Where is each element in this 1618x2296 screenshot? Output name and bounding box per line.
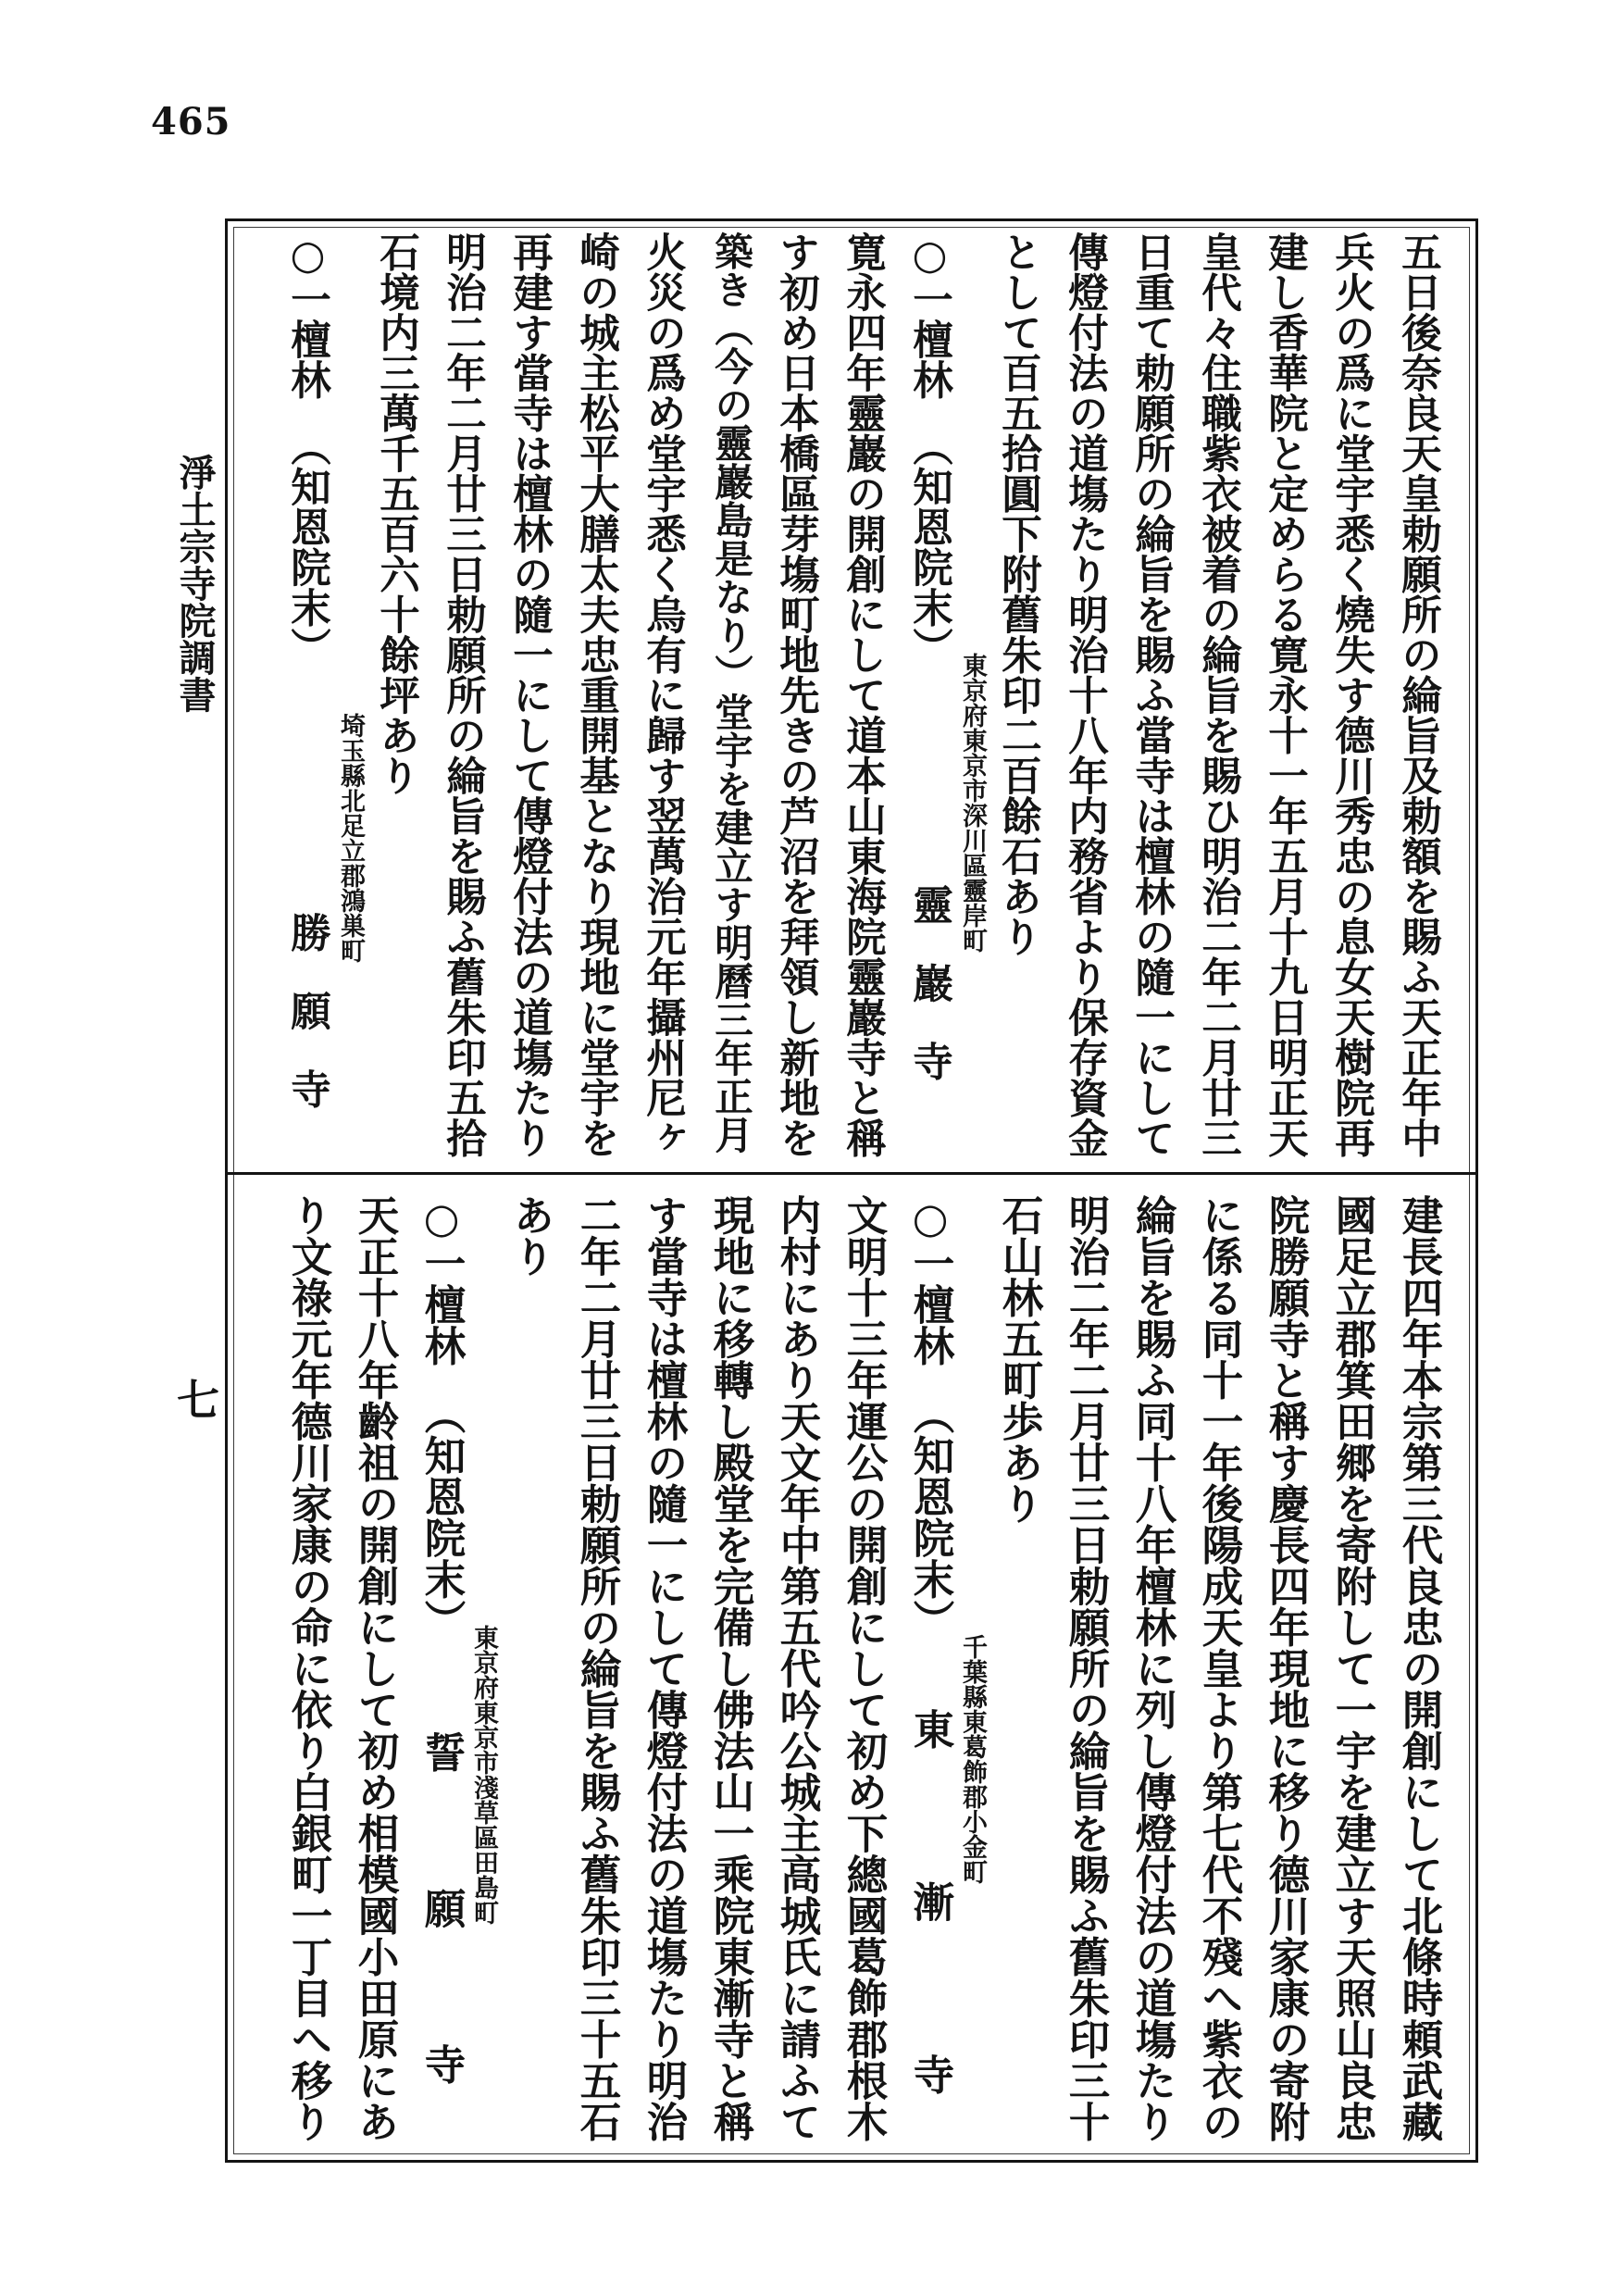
- lower-entry-2-temple-name: 誓願寺: [417, 1731, 466, 2200]
- upper-line-01: 五日後奈良天皇勅願所の綸旨及勅額を賜ふ天正年中: [1395, 231, 1442, 1158]
- upper-line-04: 皇代々住職紫衣被着の綸旨を賜ひ明治二年二月廿三: [1195, 231, 1242, 1158]
- upper-line-02: 兵火の爲に堂宇悉く燒失す德川秀忠の息女天樹院再: [1328, 231, 1375, 1158]
- upper-line-05: 日重て勅願所の綸旨を賜ふ當寺は檀林の隨一にして: [1128, 231, 1176, 1158]
- upper-entry-2-address: 埼玉縣北足立郡鴻巣町: [336, 713, 365, 963]
- lower-entry-2-address: 東京府東京市淺草區田島町: [469, 1625, 498, 1925]
- lower-line-06: 明治二年二月廿三日勅願所の綸旨を賜ふ舊朱印三十: [1062, 1194, 1110, 2142]
- lower-entry-2-rank: ○一檀林: [417, 1194, 466, 1366]
- upper-line-10: 築き（今の靈巖島是なり）堂宇を建立す明曆三年正月: [708, 231, 753, 1154]
- lower-entry-1-temple-name: 東漸寺: [906, 1708, 954, 2227]
- upper-line-14: 明治二年二月廿三日勅願所の綸旨を賜ふ舊朱印五拾: [440, 231, 487, 1158]
- upper-line-07: として百五拾圓下附舊朱印二百餘石あり: [995, 231, 1042, 956]
- lower-entry-1-rank: ○一檀林: [906, 1194, 954, 1366]
- upper-line-12: 崎の城主松平大膳太夫忠重開基となり現地に堂宇を: [573, 231, 620, 1158]
- upper-line-13: 再建す當寺は檀林の隨一にして傳燈付法の道塲たり: [506, 231, 554, 1158]
- lower-line-09: 内村にあり天文年中第五代吟公城主高城氏に請ふて: [773, 1194, 821, 2142]
- lower-line-13: あり: [506, 1194, 554, 1277]
- lower-line-07: 石山林五町歩あり: [995, 1194, 1043, 1524]
- upper-entry-1-affiliation: （知恩院末）: [906, 426, 953, 668]
- lower-line-08: 文明十三年運公の開創にして初め下總國葛飾郡根木: [840, 1194, 888, 2142]
- upper-entry-2-temple-name: 勝願寺: [284, 912, 331, 1147]
- upper-entry-1-address: 東京府東京市深川區靈岸町: [958, 653, 987, 953]
- upper-entry-1-rank: ○一檀林: [906, 231, 953, 400]
- lower-line-11: す當寺は檀林の隨一にして傳燈付法の道塲たり明治: [640, 1194, 688, 2142]
- running-title: 淨土宗寺院調書: [173, 454, 217, 713]
- upper-line-15: 石境内三萬千五百六十餘坪あり: [373, 231, 420, 795]
- lower-line-10: 現地に移轉し殿堂を完備し佛法山一乘院東漸寺と稱: [706, 1194, 754, 2142]
- lower-entry-1-affiliation: （知恩院末）: [906, 1393, 954, 1641]
- lower-line-02: 國足立郡箕田郷を寄附して一宇を建立す天照山良忠: [1328, 1194, 1376, 2142]
- lower-entry-2-affiliation: （知恩院末）: [417, 1393, 466, 1641]
- lower-line-01: 建長四年本宗第三代良忠の開創にして北條時頼武藏: [1395, 1194, 1443, 2142]
- page-number: 465: [151, 100, 231, 144]
- upper-line-06: 傳燈付法の道塲たり明治十八年内務省より保存資金: [1062, 231, 1109, 1158]
- lower-entry-1-address: 千葉縣東葛飾郡小金町: [958, 1634, 987, 1884]
- upper-line-11: 火災の爲め堂宇悉く烏有に歸す翌萬治元年攝州尼ヶ: [640, 231, 687, 1158]
- lower-line-05: 綸旨を賜ふ同十八年檀林に列し傳燈付法の道塲たり: [1128, 1194, 1176, 2142]
- lower-line-14: 天正十八年齡祖の開創にして初め相模國小田原にあ: [351, 1194, 399, 2142]
- upper-entry-2-rank: ○一檀林: [284, 231, 331, 400]
- upper-line-08: 寛永四年靈巖の開創にして道本山東海院靈巖寺と稱: [840, 231, 887, 1158]
- lower-line-03: 院勝願寺と稱す慶長四年現地に移り德川家康の寄附: [1262, 1194, 1310, 2142]
- upper-line-09: す初め日本橋區芽塲町地先きの芦沼を拜領し新地を: [773, 231, 820, 1158]
- upper-entry-2-affiliation: （知恩院末）: [284, 426, 331, 668]
- upper-line-03: 建し香華院と定めらる寛永十一年五月十九日明正天: [1262, 231, 1309, 1158]
- upper-entry-1-temple-name: 靈巖寺: [906, 884, 953, 1119]
- lower-line-12: 二年二月廿三日勅願所の綸旨を賜ふ舊朱印三十五石: [573, 1194, 621, 2142]
- folio-number: 七: [170, 1378, 220, 1420]
- section-divider: [225, 1172, 1478, 1175]
- lower-line-04: に係る同十一年後陽成天皇より第七代不殘へ紫衣の: [1195, 1194, 1243, 2142]
- lower-line-15: り文祿元年德川家康の命に依り白銀町一丁目へ移り: [284, 1194, 332, 2142]
